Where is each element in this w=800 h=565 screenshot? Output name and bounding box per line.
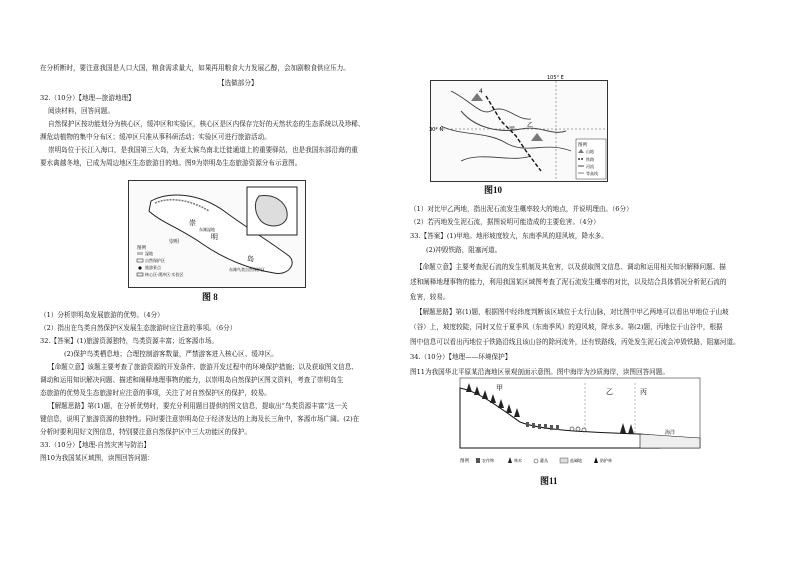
label-chongming: 崇明 [169,239,180,245]
q32-intent-3: 态旅游的优势及生态旅游时应注意的事项，关注了对自然保护区的保护，较易。 [40,389,271,397]
figure-10-caption: 图10 [484,185,503,195]
figure-10-map [429,75,607,181]
q33-intent-3: 危害，较易。 [410,293,450,301]
q33-intent-1: 【命题立意】主要考查泥石流的发生机制及其危害，以及获取图文信息、调动和运用相关知识解释问题、描 [416,263,726,271]
fig8-legend-title: 图例 [137,246,146,251]
label-ocean: 海洋 [665,430,676,436]
fig10-legend-title: 图例 [578,143,587,148]
q32-intent-1: 【命题立意】该题主要考查了旅游资源的开发条件、旅游开发过程中的环境保护措施；以及获取图文信息、 [48,363,358,371]
contour-1 [451,91,531,119]
q33-heading: 33.（10分）【地理-自然灾害与防治】 [40,441,151,449]
place-reserve: 东滩鸟类自然保护区 [229,267,265,272]
fig8-legend-2: 旅游景点 [145,265,161,270]
point-jia: 甲 [509,126,516,133]
q32-para-4: 要水禽越冬地，已成为周边地区生态旅游目的地。图9为崇明岛生态旅游资源分布示意图。 [40,159,302,167]
q32-answer-2: (2)保护鸟类栖息地；合理控制游客数量，严禁游客进入核心区、缓冲区。 [64,350,278,358]
legend-swatch-reserve [137,259,143,262]
fig10-legend-2: 河流 [586,164,594,169]
left-intro: 在分析断时，要注意我国是人口大国，粮食需求量大，如果再用粮食大力发展乙醇，会加剧粮食供应压力。 [40,64,350,72]
figure-11-caption: 图11 [540,476,558,486]
q32-para-2: 濒危动植物的集中分布区；缓冲区只准从事科研活动；实验区可进行旅游活动。 [40,133,271,141]
q32-sub-1: （1）分析崇明岛发展旅游的优势。（4分） [40,311,164,319]
legend-tree [508,457,512,463]
q32-sub-2: （2）指出在鸟类自然保护区发展生态旅游时应注意的事项。（6分） [40,324,237,332]
fig10-legend-0: 山地 [586,149,594,154]
fig11-legend-1: 林木 [514,458,522,463]
figure-10 [429,75,608,182]
fig10-legend-3: 等高线 [586,171,598,176]
legend-saline [560,458,568,463]
railway-line [486,96,541,171]
legend-swatch-zones [137,273,143,276]
q32-answer-1: 32.【答案】(1)旅游资源独特，鸟类资源丰富；近客源市场。 [40,337,219,345]
fig11-legend-0: 农作物 [482,458,494,463]
q32-solution-2: 键信息，说明了旅游资源的独特性。同时要注意崇明岛位于经济发达的上海及长三角中，客源市场广阔。(2)在 [40,415,360,423]
label-ming: 明 [211,233,218,241]
q32-para-1: 自然保护区按功能划分为核心区，缓冲区和实验区，核心区是区内保存完好的天然状态的生态系统以及珍稀、 [48,120,365,128]
lat-label: 30° N [429,127,444,133]
figure-8-caption: 图 8 [202,292,218,302]
q33-intent-2: 述和阐释地理事物的能力，利用我国某区域图考查了泥石流发生概率的对比，以及结合具体情况分析泥石流的 [410,278,727,286]
contour-2 [441,126,571,151]
figure-8-map [129,181,305,287]
q32-heading: 32.（10分）【地理—旅游地理】 [40,94,135,102]
legend-swatch-spot [138,266,141,269]
fig10-legend-1: 铁路 [586,157,594,162]
q33-solution-3: 图中信息可以看出丙地位于铁路沿线且该山谷的除河流外，还有铁路线，丙处发生泥石流会冲毁铁路，阻塞河道。 [410,338,740,346]
q32-solution-1: 【解题思路】第(1)题，在分析优势时，要充分利用题目提供的图文信息，提取出“鸟类资源丰富”这一关 [48,402,348,410]
label-bing: 丙 [640,388,647,396]
q34-intro: 图11为我国华北平原某沿海地区景观剖面示意图。图中海岸为沙质海岸，读图回答问题。 [410,368,669,376]
figure-11-profile [460,378,700,470]
q32-intent-2: 调动和运用知识解决问题、描述和阐释地理事物的能力，以崇明岛自然保护区图文资料，考查了崇明岛生 [40,376,344,384]
legend-swatch-wetland [137,252,143,255]
lon-label: 105° E [547,75,564,81]
legend-crop [476,458,480,463]
q33-sub-1: （1）对比甲乙两地，指出泥石流发生概率较大的地点，并说明理由。（6分） [410,205,633,213]
fig11-legend-title: 图例 [460,459,469,464]
legend-shrub [534,459,538,463]
fig8-legend-0: 湿地 [145,251,153,256]
q34-heading: 34.（10分）【地理——环境保护】 [410,353,512,361]
q33-solution-1: 【解题思路】第(1)题，根据图中经纬度判断该区域位于太行山脉，对比图中甲乙两地可以看出甲地位于山坡 [416,308,729,316]
legend-belt [594,457,598,463]
point-4: 4 [479,88,483,95]
point-yi: 乙 [527,122,534,129]
q33-intro: 图10为我国某区域图，读图回答问题： [40,454,154,462]
q32-solution-3: 分析时要利用好文图信息，特别要注意自然保护区中三大功能区的保护。 [40,428,251,436]
fig11-legend-4: 防护林 [600,458,612,463]
figure-8 [128,180,306,288]
q33-sub-2: （2）若丙地发生泥石流，据图说明可能造成的主要危害。（4分） [410,218,600,226]
mountain-2 [531,133,543,141]
fig8-legend-1: 自然保护区 [145,258,165,263]
q32-para-3: 崇明岛位于长江入海口，是我国第三大岛，为亚太候鸟南北迁徙通道上的重要驿站，也是我国东部沿海的重 [48,146,358,154]
place-dongtan: 东滩湿地 [199,227,215,232]
label-dao: 岛 [247,255,254,263]
label-yi: 乙 [606,388,613,396]
q33-answer-2: (2)冲毁铁路，阻塞河道。 [426,246,502,254]
figure-11 [460,378,700,470]
label-jia: 甲 [496,384,503,392]
q33-answer-1: 33.【答案】(1)甲地。地形坡度较大，东南季风的迎风坡，降水多。 [410,232,608,240]
q32-read: 阅读材料，回答问题。 [48,107,114,115]
label-chong: 崇 [189,219,196,227]
q33-solution-2: （谷）上，坡度较陡，同时又位于夏季风（东南季风）的迎风坡，降水多。第(2)题，丙地位于山谷中，根据 [410,323,723,331]
fig11-legend-2: 灌丛 [540,458,548,463]
fig11-legend-3: 盐碱地 [570,458,582,463]
section-heading: 【选做部分】 [218,79,258,87]
fig8-legend-3: 核心区·缓冲区·实验区 [145,272,184,277]
contour-3 [461,156,531,161]
